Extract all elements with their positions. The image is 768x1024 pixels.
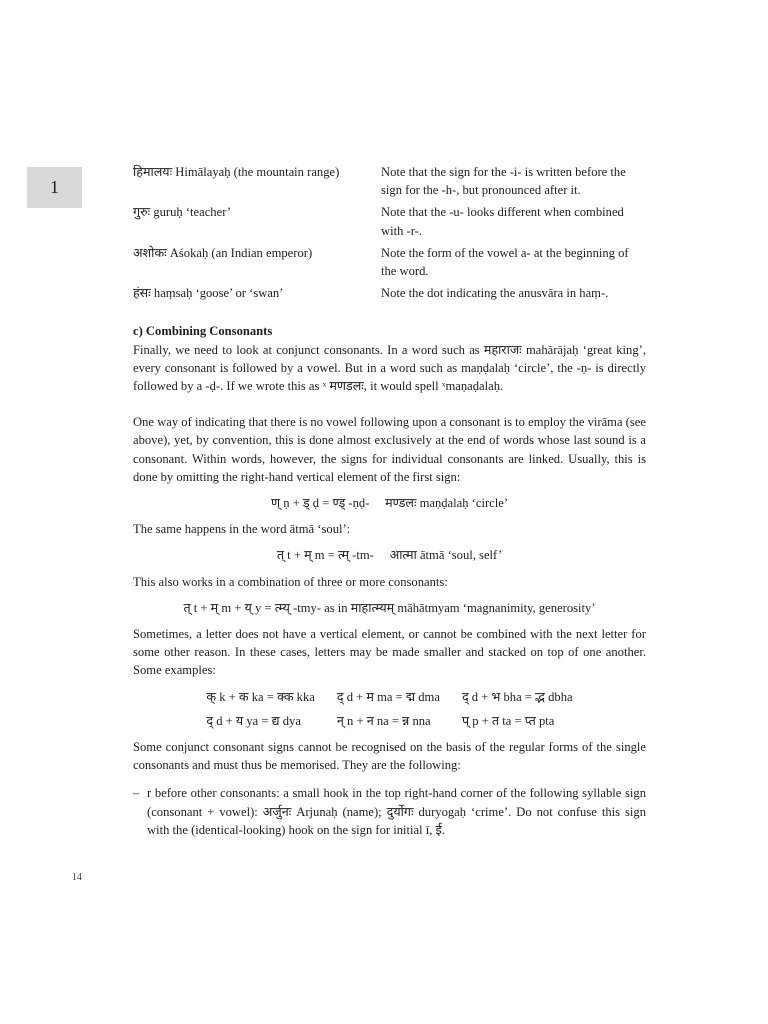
paragraph-atma: The same happens in the word ātmā ‘soul’: <box>133 522 351 537</box>
example-tmy: त् t + म् m + य् y = त्म्य् -tmy- as in माहात्म्यम् māhātmyam ‘magnanimity, generosity’ <box>183 600 596 615</box>
example-tm: त् t + म् m = त्म् -tm- आत्मा ātmā ‘soul, self’ <box>276 548 503 563</box>
vowel-example-word: हंसः haṃsaḥ ‘goose’ or ‘swan’ <box>133 286 284 301</box>
page-number: 14 <box>72 872 82 883</box>
vowel-example-note: Note that the -u- looks different when combined with -r-. <box>381 205 624 238</box>
stacked-example: क् k + क ka = क्क kka <box>206 689 315 704</box>
stacked-examples <box>133 688 646 730</box>
vowel-example-word: गुरुः guruḥ ‘teacher’ <box>133 205 232 220</box>
page-content <box>133 163 646 839</box>
stacked-example: न् n + न na = न्न nna <box>336 713 431 728</box>
vowel-example-note: Note that the sign for the -i- is written before the sign for the -h-, but pronounced after it. <box>381 165 626 198</box>
vowel-example-word: अशोकः Aśokaḥ (an Indian emperor) <box>133 245 313 260</box>
vowel-example-word: हिमालयः Himālayaḥ (the mountain range) <box>133 165 340 179</box>
example-nd: ण् ṇ + ड् ḍ = ण्ड् -ṇḍ- मण्डलः maṇḍalaḥ ‘circle’ <box>270 496 509 511</box>
vowel-example-table <box>133 163 646 306</box>
vowel-example-note: Note the form of the vowel a- at the beginning of the word. <box>381 245 629 279</box>
bullet-r-consonants <box>133 784 646 839</box>
stacked-example: द् d + य ya = द्य dya <box>206 713 301 728</box>
stacked-example: द् d + म ma = द्म dma <box>336 689 440 704</box>
section-heading: c) Combining Consonants <box>133 324 273 339</box>
stacked-example: प् p + त ta = प्त pta <box>461 713 555 728</box>
bullet-dash: – <box>133 786 140 801</box>
paragraph-memorise: Some conjunct consonant signs cannot be recognised on the basis of the regular forms of the single consonants and must thus be memorised. They are the following: <box>133 740 646 773</box>
paragraph-three-consonants: This also works in a combination of three or more consonants: <box>133 574 448 589</box>
paragraph-stacked: Sometimes, a letter does not have a vertical element, or cannot be combined with the next letter for some other reason. In these cases, letters may be made smaller and stacked on top of one another. Some examples: <box>133 627 646 678</box>
vowel-example-note: Note the dot indicating the anusvāra in haṃ-. <box>381 286 609 301</box>
paragraph-virama: One way of indicating that there is no vowel following upon a consonant is to employ the virāma (see above), yet, by convention, this is done almost exclusively at the end of words whose last sound is a consonant. Within words, however, the signs for individual consonants are linked. Usually, this is done by omitting the right-hand vertical element of the first sign: <box>133 415 646 484</box>
chapter-number: 1 <box>27 167 82 208</box>
stacked-example: द् d + भ bha = द्भ dbha <box>461 689 573 704</box>
bullet-text: r before other consonants: a small hook in the top right-hand corner of the following syllable sign (consonant + vowel): अर्जुनः Arjunaḥ (name); दुर्योगः duryogaḥ ‘crime’. Do not confuse this sign with the (identical-looking) hook on the sign for initial ī, ई. <box>147 786 646 837</box>
paragraph-conjuncts-intro: Finally, we need to look at conjunct consonants. In a word such as महाराजः mahārājaḥ ‘great king’, every consonant is followed by a vowel. But in a word such as maṇḍalaḥ ‘circle’, the -ṇ- is directly followed by a -ḍ-. If we wrote this as ˣ मणडलः, it would spell ˣmaṇaḍalaḥ. <box>133 342 646 394</box>
